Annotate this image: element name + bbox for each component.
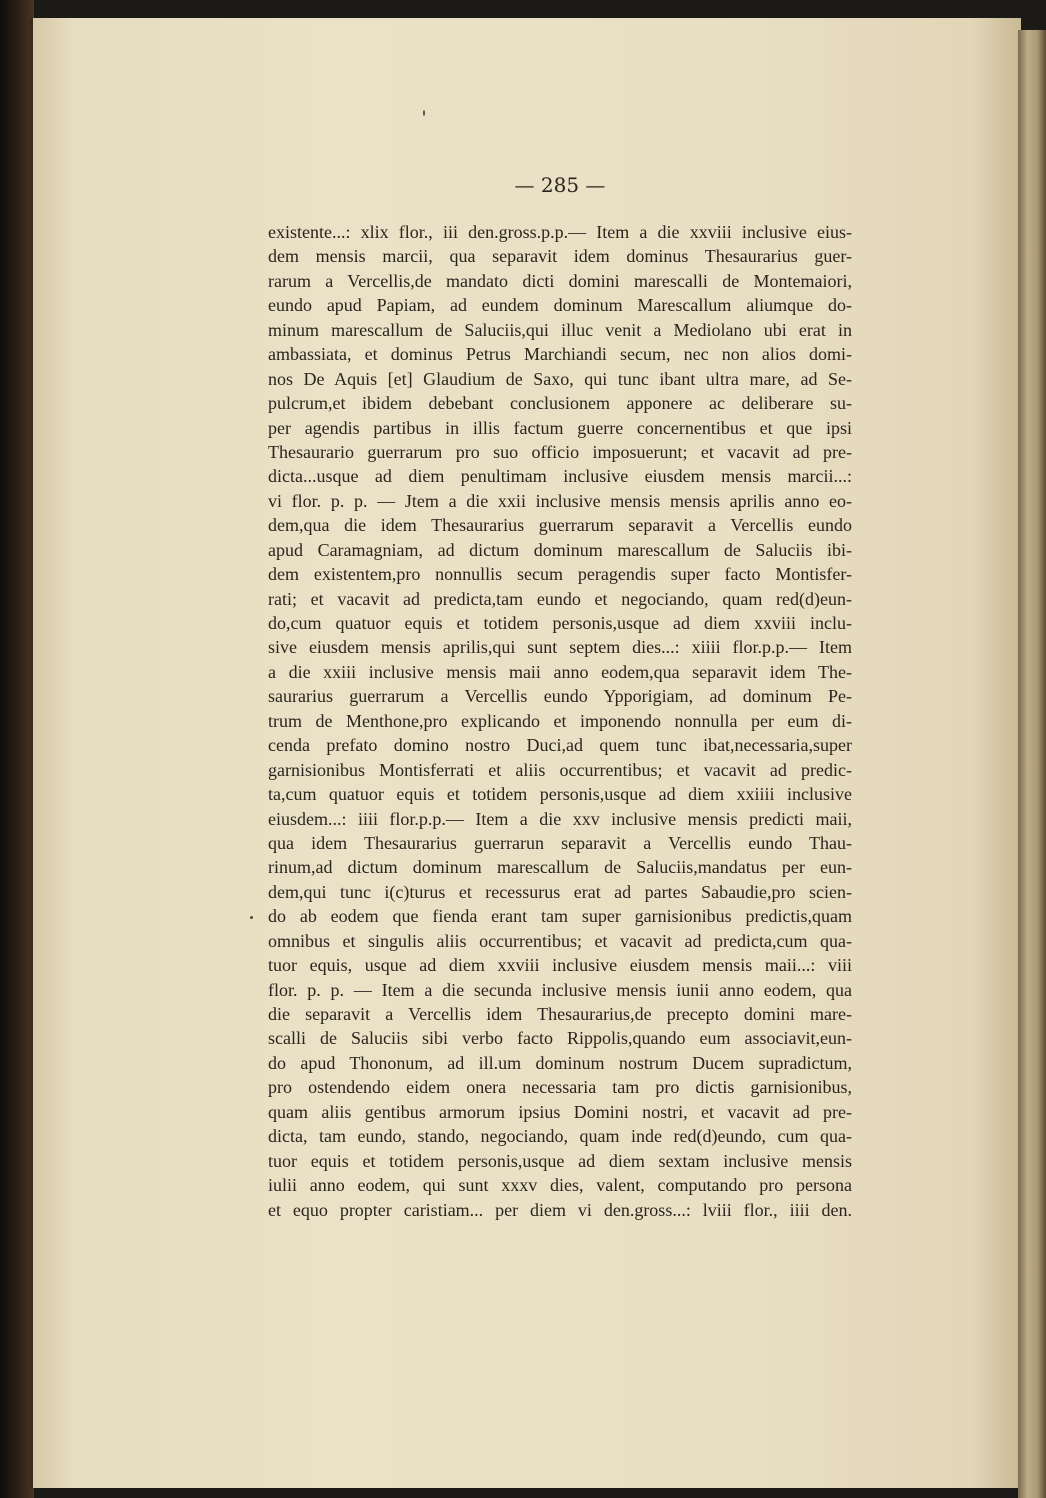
text-line: nos De Aquis [et] Glaudium de Saxo, qui tunc ibant ultra mare, ad Se- [268,368,852,389]
text-line: existente...: xlix flor., iii den.gross.p.p.— Item a die xxviii inclusive eius- [268,222,852,242]
text-line: dicta...usque ad diem penultimam inclusive eiusdem mensis marcii...: [268,466,852,487]
text-line: rarum a Vercellis,de mandato dicti domini marescalli de Montemaiori, [268,270,852,291]
text-line: quam aliis gentibus armorum ipsius Domini nostri, et vacavit ad pre- [268,1101,852,1122]
text-line: cenda prefato domino nostro Duci,ad quem tunc ibat,necessaria,super [268,735,852,756]
text-line: eiusdem...: iiii flor.p.p.— Item a die xxv inclusive mensis predicti maii, [268,808,852,829]
text-line: die separavit a Vercellis idem Thesaurarius,de precepto domini mare- [268,1004,852,1024]
text-line: tuor equis, usque ad diem xxviii inclusive eiusdem mensis maii...: viii [268,955,852,976]
text-line: rinum,ad dictum dominum marescallum de Saluciis,mandatus per eun- [268,857,852,878]
text-line: do ab eodem que fienda erant tam super garnisionibus predictis,quam [268,906,852,927]
text-line: do apud Thononum, ad ill.um dominum nostrum Ducem supradictum, [268,1052,852,1073]
text-line: omnibus et singulis aliis occurrentibus; et vacavit ad predicta,cum qua- [268,930,852,951]
text-line: eundo apud Papiam, ad eundem dominum Marescallum aliumque do- [268,295,852,316]
paper-speck [423,110,425,116]
text-line: dicta, tam eundo, stando, negociando, quam inde red(d)eundo, cum qua- [268,1126,852,1147]
text-line: pulcrum,et ibidem debebant conclusionem apponere ac deliberare su- [268,393,852,414]
page-number: — 285 — [514,173,606,197]
book-spine-shadow [0,0,34,1498]
text-line: et equo propter caristiam... per diem vi den.gross...: lviii flor., iiii den. [268,1199,852,1220]
text-line: dem,qui tunc i(c)turus et recessurus erat ad partes Sabaudie,pro scien- [268,881,852,902]
text-line: tuor equis et totidem personis,usque ad diem sextam inclusive mensis [268,1150,852,1171]
text-line: scalli de Saluciis sibi verbo facto Rippolis,quando eum associavit,eun- [268,1028,852,1049]
text-line: dem,qua die idem Thesaurarius guerrarum separavit a Vercellis eundo [268,515,852,536]
text-line: sive eiusdem mensis aprilis,qui sunt septem dies...: xiiii flor.p.p.— Item [268,637,852,658]
text-line: saurarius guerrarum a Vercellis eundo Ypporigiam, ad dominum Pe- [268,686,852,707]
text-line: ambassiata, et dominus Petrus Marchiandi secum, nec non alios domi- [268,344,852,365]
text-line: flor. p. p. — Item a die secunda inclusive mensis iunii anno eodem, qua [268,979,852,1000]
text-line: trum de Menthone,pro explicando et imponendo nonnulla per eum di- [268,710,852,731]
text-line: minum marescallum de Saluciis,qui illuc venit a Mediolano ubi erat in [268,319,852,340]
next-page-edge [1018,30,1046,1498]
text-line: iulii anno eodem, qui sunt xxxv dies, valent, computando pro persona [268,1175,852,1196]
text-line: qua idem Thesaurarius guerrarun separavit a Vercellis eundo Thau- [268,832,852,853]
text-line: vi flor. p. p. — Jtem a die xxii inclusive mensis mensis aprilis anno eo- [268,490,852,511]
text-line: Thesaurario guerrarum pro suo officio imposuerunt; et vacavit ad pre- [268,441,852,462]
text-line: rati; et vacavit ad predicta,tam eundo et negociando, quam red(d)eun- [268,588,852,609]
text-line: pro ostendendo eidem onera necessaria tam pro dictis garnisionibus, [268,1077,852,1098]
text-line: dem existentem,pro nonnullis secum peragendis super facto Montisfer- [268,564,852,585]
text-line: garnisionibus Montisferrati et aliis occurrentibus; et vacavit ad predic- [268,759,852,780]
text-line: do,cum quatuor equis et totidem personis,usque ad diem xxviii inclu- [268,613,852,633]
body-text [268,220,852,1222]
text-line: apud Caramagniam, ad dictum dominum marescallum de Saluciis ibi- [268,539,852,560]
text-line: dem mensis marcii, qua separavit idem dominus Thesaurarius guer- [268,246,852,267]
text-line: ta,cum quatuor equis et totidem personis,usque ad diem xxiiii inclusive [268,784,852,805]
text-line: a die xxiii inclusive mensis maii anno eodem,qua separavit idem The- [268,661,852,682]
paper-speck [250,916,253,919]
text-line: per agendis partibus in illis factum guerre concernentibus et que ipsi [268,417,852,438]
